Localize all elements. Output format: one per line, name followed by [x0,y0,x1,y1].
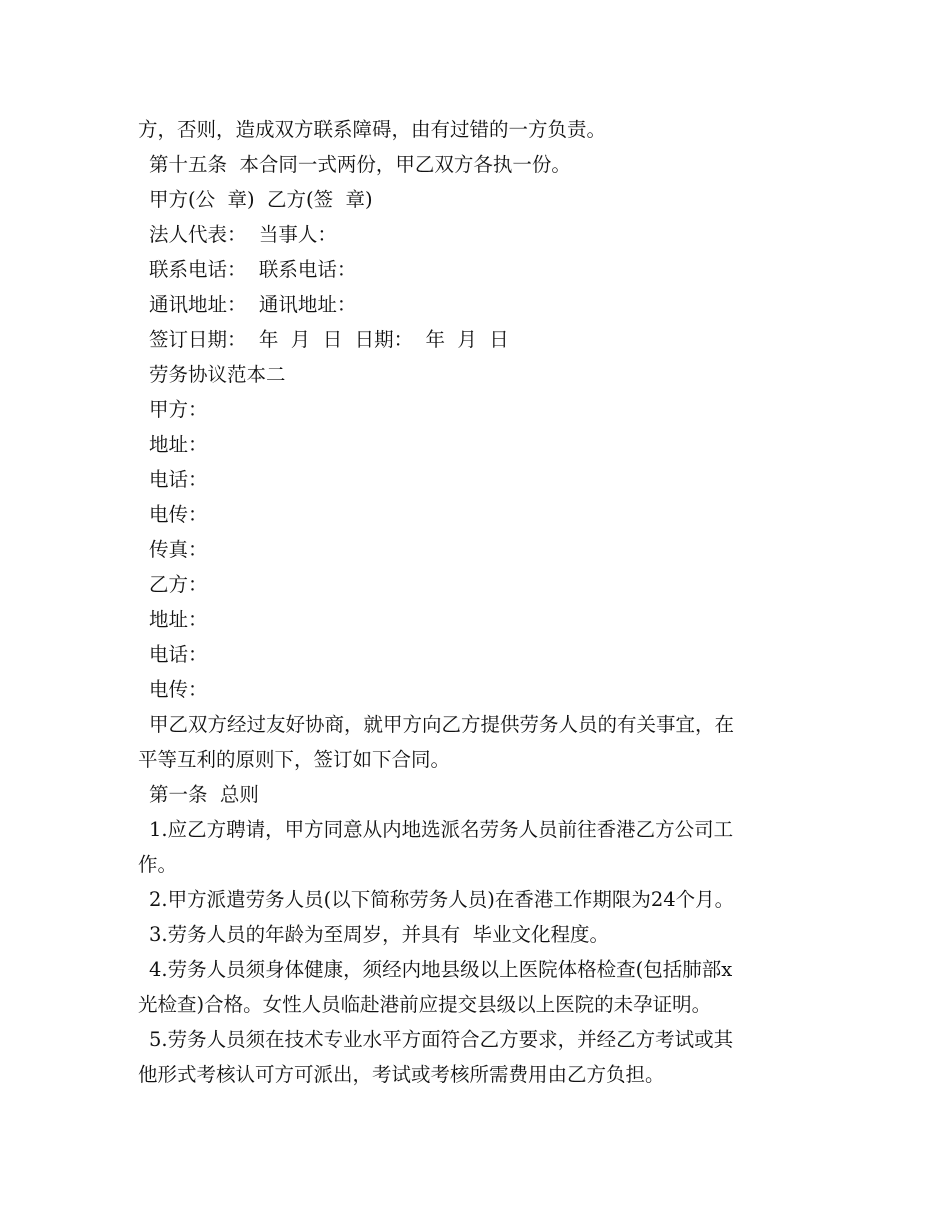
text-line: 劳务协议范本二 [149,363,286,386]
text-line: 地址： [149,608,208,631]
text-line: 他形式考核认可方可派出，考试或考核所需费用由乙方负担。 [138,1063,665,1086]
text-line: 甲乙双方经过友好协商，就甲方向乙方提供劳务人员的有关事宜，在 [149,713,735,736]
text-line: 方，否则，造成双方联系障碍，由有过错的一方负责。 [138,118,607,141]
text-line: 签订日期： 年 月 日 日期： 年 月 日 [149,328,509,351]
text-line: 电话： [149,468,208,491]
text-line: 地址： [149,433,208,456]
text-line: 4.劳务人员须身体健康，须经内地县级以上医院体格检查(包括肺部x [149,958,733,981]
text-line: 作。 [138,853,178,876]
text-line: 甲方(公 章) 乙方(签 章) [149,188,373,211]
text-line: 甲方： [149,398,208,421]
text-line: 3.劳务人员的年龄为至周岁，并具有 毕业文化程度。 [149,923,610,946]
text-line: 联系电话： 联系电话： [149,258,357,281]
text-line: 5.劳务人员须在技术专业水平方面符合乙方要求，并经乙方考试或其 [149,1028,734,1051]
text-line: 电话： [149,643,208,666]
text-line: 光检查)合格。女性人员临赴港前应提交县级以上医院的未孕证明。 [138,993,712,1016]
document-body [138,112,818,1092]
text-line: 传真： [149,538,208,561]
text-line: 通讯地址： 通讯地址： [149,293,357,316]
text-line: 1.应乙方聘请，甲方同意从内地选派名劳务人员前往香港乙方公司工 [149,818,734,841]
text-line: 平等互利的原则下，签订如下合同。 [138,748,451,771]
text-line: 电传： [149,503,208,526]
text-line: 第十五条 本合同一式两份，甲乙双方各执一份。 [149,153,571,176]
text-line: 第一条 总则 [149,783,259,806]
text-line: 乙方： [149,573,208,596]
text-line: 电传： [149,678,208,701]
text-line: 2.甲方派遣劳务人员(以下简称劳务人员)在香港工作期限为24个月。 [149,888,735,911]
text-line: 法人代表： 当事人： [149,223,337,246]
